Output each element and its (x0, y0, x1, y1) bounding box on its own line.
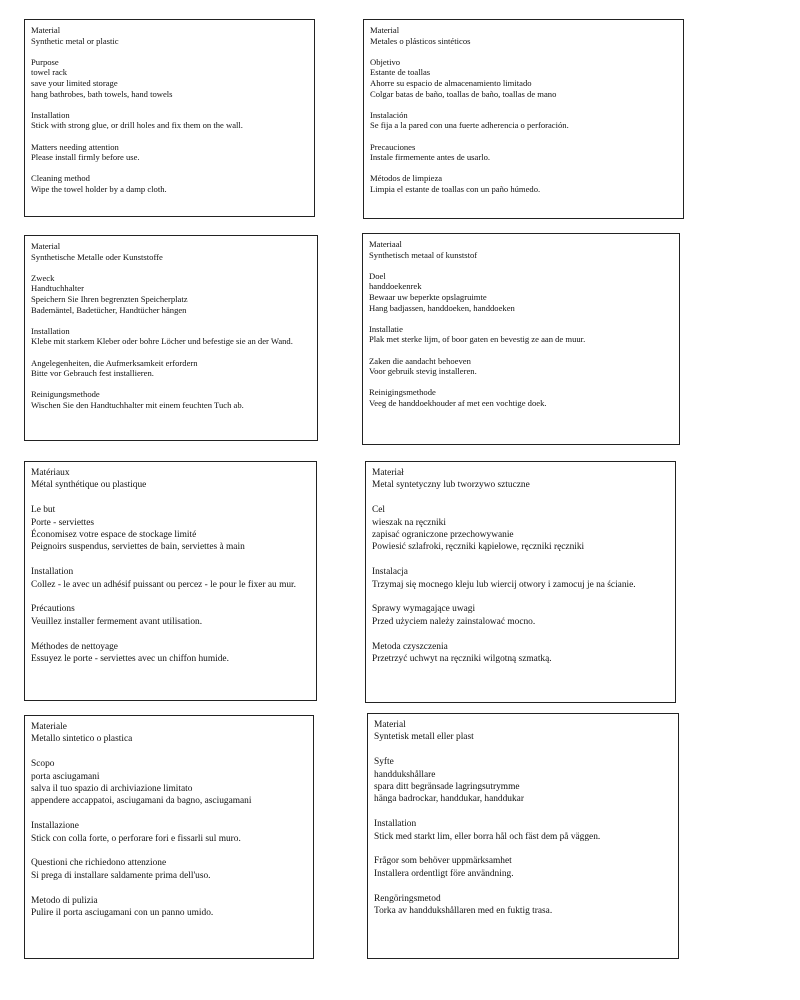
section-line: Colgar batas de baño, toallas de baño, toallas de mano (370, 88, 557, 99)
section-heading: Installation (31, 109, 70, 120)
section (370, 110, 677, 131)
section-heading: Matériaux (31, 468, 70, 478)
section (31, 241, 311, 262)
section (31, 895, 307, 920)
section-heading: Syfte (374, 757, 394, 768)
section-line: hang bathrobes, bath towels, hand towels (31, 88, 173, 99)
section (374, 855, 672, 880)
section-line: Stick med starkt lim, eller borra hål och fäst dem på väggen. (374, 831, 601, 842)
section-heading: Installazione (31, 821, 79, 832)
section-heading: Installation (31, 567, 74, 578)
section-line: Plak met sterke lijm, of boor gaten en bevestig ze aan de muur. (369, 334, 586, 345)
section-line: Synthetic metal or plastic (31, 35, 119, 46)
section (372, 603, 669, 628)
section-heading: Angelegenheiten, die Aufmerksamkeit erfordern (31, 357, 198, 368)
section-heading: Zweck (31, 272, 55, 283)
section-heading: Precauciones (370, 141, 416, 152)
section-heading: Instalacja (372, 567, 408, 578)
section-line: salva il tuo spazio di archiviazione limitato (31, 784, 193, 795)
section-heading: Métodos de limpieza (370, 173, 443, 184)
section (31, 641, 310, 666)
section-heading: Material (374, 720, 406, 730)
section-line: Instale firmemente antes de usarlo. (370, 152, 491, 163)
section-line: Syntetisk metall eller plast (374, 732, 474, 743)
section (372, 641, 669, 666)
section (369, 239, 673, 260)
section-heading: Doel (369, 270, 386, 281)
section-heading: Material (31, 241, 61, 251)
section (31, 110, 308, 131)
section-line: Essuyez le porte - serviettes avec un chiffon humide. (31, 654, 229, 665)
section-heading: Méthodes de nettoyage (31, 641, 118, 652)
section-heading: Materiaal (369, 239, 402, 249)
section (370, 173, 677, 194)
card-german (24, 235, 318, 441)
card-dutch (362, 233, 680, 445)
section-line: Metal syntetyczny lub tworzywo sztuczne (372, 480, 530, 491)
section-heading: Zaken die aandacht behoeven (369, 355, 471, 366)
section (31, 142, 308, 163)
section-heading: Questioni che richiedono attenzione (31, 858, 167, 869)
card-english (24, 19, 315, 217)
section (374, 719, 672, 744)
section-line: Installera ordentligt före användning. (374, 868, 514, 879)
section-line: appendere accappatoi, asciugamani da bagno, asciugamani (31, 796, 252, 807)
section (372, 467, 669, 492)
section (31, 273, 311, 315)
section (369, 324, 673, 345)
section-line: Bewaar uw beperkte opslagruimte (369, 291, 487, 302)
section-line: Économisez votre espace de stockage limité (31, 530, 197, 541)
section-line: Veuillez installer fermement avant utilisation. (31, 616, 203, 627)
section-line: save your limited storage (31, 77, 118, 88)
section (31, 326, 311, 347)
section-line: Stick con colla forte, o perforare fori e fissarli sul muro. (31, 833, 241, 844)
section (31, 57, 308, 99)
section-line: Synthetische Metalle oder Kunststoffe (31, 251, 163, 262)
section-heading: Installation (31, 325, 70, 336)
section-line: wieszak na ręczniki (372, 517, 446, 528)
section-line: porta asciugamani (31, 771, 100, 782)
section (372, 566, 669, 591)
section (374, 818, 672, 843)
section-line: Porte - serviettes (31, 517, 95, 528)
section-line: Se fija a la pared con una fuerte adherencia o perforación. (370, 120, 569, 131)
section-heading: Reinigungsmethode (31, 389, 100, 400)
section-heading: Scopo (31, 759, 55, 770)
section (31, 389, 311, 410)
section-line: Métal synthétique ou plastique (31, 480, 147, 491)
section (370, 142, 677, 163)
section-line: Veeg de handdoekhouder af met een vochtige doek. (369, 397, 547, 408)
section (31, 603, 310, 628)
section-heading: Matters needing attention (31, 141, 119, 152)
section (374, 756, 672, 806)
section (31, 566, 310, 591)
section-heading: Material (370, 25, 400, 35)
card-spanish (363, 19, 684, 219)
section-heading: Installatie (369, 323, 403, 334)
section-line: Pulire il porta asciugamani con un panno umido. (31, 908, 214, 919)
section (372, 504, 669, 554)
card-polish (365, 461, 676, 703)
section (31, 857, 307, 882)
section-line: Collez - le avec un adhésif puissant ou percez - le pour le fixer au mur. (31, 579, 297, 590)
section-line: Stick with strong glue, or drill holes and fix them on the wall. (31, 120, 243, 131)
section-line: Voor gebruik stevig installeren. (369, 366, 477, 377)
section-line: Hang badjassen, handdoeken, handdoeken (369, 302, 515, 313)
section-heading: Reinigingsmethode (369, 387, 436, 398)
section (369, 387, 673, 408)
section-line: Peignoirs suspendus, serviettes de bain, serviettes à main (31, 542, 245, 553)
section-heading: Metoda czyszczenia (372, 641, 448, 652)
section-heading: Purpose (31, 56, 59, 67)
section (31, 820, 307, 845)
section-line: Przetrzyć uchwyt na ręczniki wilgotną szmatką. (372, 654, 552, 665)
section-line: Przed użyciem należy zainstalować mocno. (372, 616, 536, 627)
section-heading: Installation (374, 819, 417, 830)
section-line: Limpia el estante de toallas con un paño húmedo. (370, 183, 541, 194)
section-line: Powiesić szlafroki, ręczniki kąpielowe, ręczniki ręczniki (372, 542, 585, 553)
section-heading: Précautions (31, 604, 75, 615)
section (31, 467, 310, 492)
section-line: Torka av handdukshållaren med en fuktig trasa. (374, 906, 553, 917)
section-heading: Instalación (370, 109, 408, 120)
section-line: zapisać ograniczone przechowywanie (372, 530, 514, 541)
section-line: Wischen Sie den Handtuchhalter mit einem feuchten Tuch ab. (31, 399, 244, 410)
section-line: spara ditt begränsade lagringsutrymme (374, 782, 520, 793)
section-heading: Metodo di pulizia (31, 895, 98, 906)
section-heading: Cleaning method (31, 173, 90, 184)
section-line: Wipe the towel holder by a damp cloth. (31, 183, 167, 194)
section (370, 57, 677, 99)
section-heading: Sprawy wymagające uwagi (372, 604, 476, 615)
section (370, 25, 677, 46)
section-heading: Objetivo (370, 56, 401, 67)
section-heading: Materiał (372, 468, 404, 478)
section-heading: Le but (31, 505, 56, 516)
section-line: Klebe mit starkem Kleber oder bohre Löcher und befestige sie an der Wand. (31, 336, 293, 347)
section-line: Please install firmly before use. (31, 152, 140, 163)
section-line: Handtuchhalter (31, 283, 84, 294)
section-line: Synthetisch metaal of kunststof (369, 249, 478, 260)
section (369, 356, 673, 377)
card-swedish (367, 713, 679, 959)
section-line: towel rack (31, 67, 68, 78)
section-line: Metales o plásticos sintéticos (370, 35, 471, 46)
section-line: Bademäntel, Badetücher, Handtücher hängen (31, 304, 187, 315)
section (31, 358, 311, 379)
section-line: hänga badrockar, handdukar, handdukar (374, 794, 524, 805)
section (31, 504, 310, 554)
section (31, 173, 308, 194)
section-line: Ahorre su espacio de almacenamiento limitado (370, 77, 532, 88)
section (369, 271, 673, 313)
section (31, 721, 307, 746)
section-line: handdukshållare (374, 769, 436, 780)
section (31, 25, 308, 46)
card-french (24, 461, 317, 701)
section-line: handdoekenrek (369, 281, 422, 292)
section-heading: Rengöringsmetod (374, 893, 441, 904)
section-heading: Cel (372, 505, 386, 516)
section (31, 758, 307, 808)
section-heading: Frågor som behöver uppmärksamhet (374, 856, 512, 867)
section (374, 893, 672, 918)
card-italian (24, 715, 314, 959)
section-line: Speichern Sie Ihren begrenzten Speicherplatz (31, 293, 188, 304)
section-line: Si prega di installare saldamente prima dell'uso. (31, 870, 211, 881)
section-heading: Material (31, 25, 61, 35)
section-line: Estante de toallas (370, 67, 431, 78)
section-line: Metallo sintetico o plastica (31, 734, 133, 745)
section-line: Trzymaj się mocnego kleju lub wiercij otwory i zamocuj je na ścianie. (372, 579, 636, 590)
section-heading: Materiale (31, 722, 67, 732)
section-line: Bitte vor Gebrauch fest installieren. (31, 368, 154, 379)
